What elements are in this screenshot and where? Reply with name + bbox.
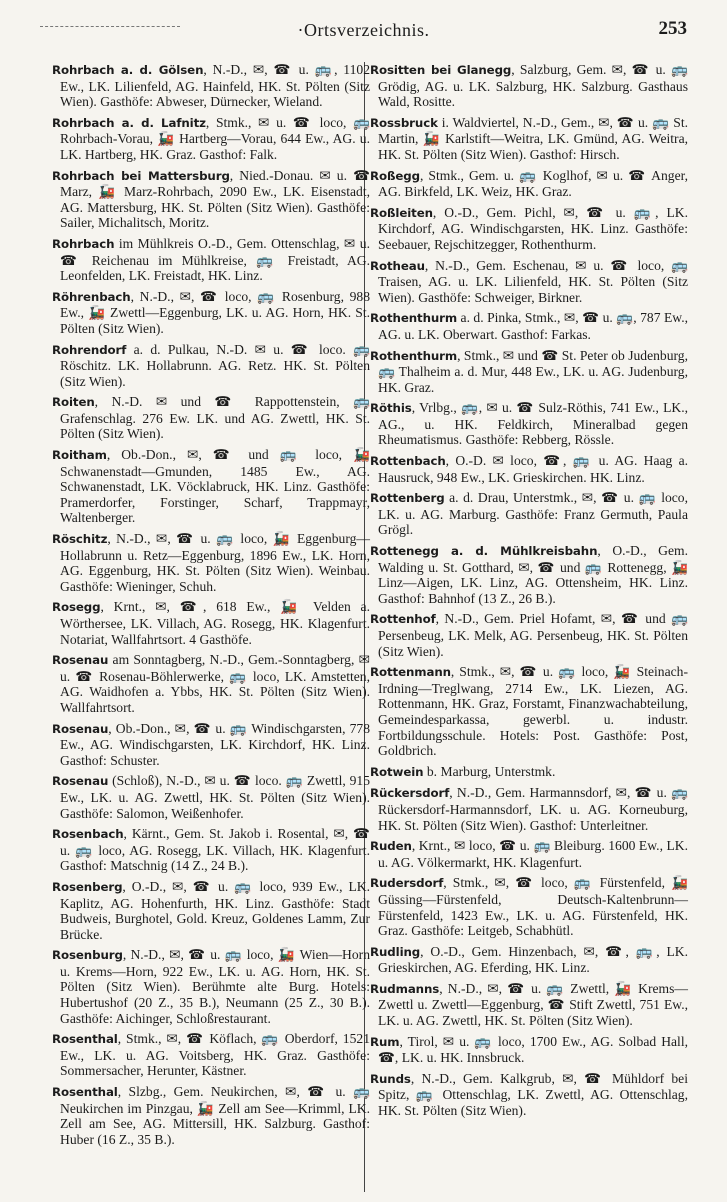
left-column <box>52 62 370 1152</box>
entry-name: Roiten <box>52 395 95 410</box>
entry-name: Rudmanns <box>370 981 440 996</box>
list-item <box>370 1071 688 1119</box>
list-item <box>52 1031 370 1079</box>
entry-text: , Slzbg., Gem. Neukirchen, ✉, ☎ u. 🚌 Neukirchen im Pinzgau, 🚂 Zell am See—Krimml, LK. Zell am See, AG. Mittersill, HK. Salzburg. Gasthof: Huber (16 Z., 35 B.). <box>60 1084 370 1147</box>
list-item <box>370 348 688 396</box>
entry-name: Röhrenbach <box>52 289 131 304</box>
list-item <box>370 764 688 781</box>
entry-name: Rothenthurm <box>370 311 458 326</box>
list-item <box>52 1084 370 1147</box>
right-column <box>370 62 688 1124</box>
list-item <box>52 652 370 715</box>
entry-name: Rosenberg <box>52 879 123 894</box>
list-item <box>370 400 688 448</box>
entry-text: , N.-D., ✉, ☎ u. 🚌 Zwettl, 🚂 Krems—Zwettl u. Zwettl—Eggenburg, ☎ Stift Zwettl, 751 Ew., LK. u. AG. Zwettl, HK. St. Pölten (Sitz Wien). <box>378 980 688 1029</box>
entry-name: Rudersdorf <box>370 876 444 891</box>
entry-text: , N.-D., ✉, ☎ u. 🚌, 1102 Ew., LK. Lilienfeld, AG. Hainfeld, HK. St. Pölten (Sitz Wien). Gasthöfe: Abweser, Dürnecker, Wieland. <box>60 62 370 110</box>
entry-name: Ruden <box>370 839 412 854</box>
entry-name: Rothenthurm <box>370 348 458 363</box>
entry-text: b. Marburg, Unterstmk. <box>423 763 556 779</box>
entry-name: Röthis <box>370 401 412 416</box>
page-header <box>0 18 727 44</box>
entry-text: (Schloß), N.-D., ✉ u. ☎ loco. 🚌 Zwettl, 915 Ew., LK. u. AG. Zwettl, HK. St. Pölten (Sitz Wien). Gasthöfe: Salomon, Weißenhofer. <box>60 773 370 821</box>
entry-name: Rottenhof <box>370 612 436 627</box>
list-item <box>370 115 688 163</box>
entry-text: , N.-D., ✉, ☎ u. 🚌 loco, 🚂 Eggenburg—Hollabrunn u. Retz—Eggenburg, 1896 Ew., LK. Horn, AG. Eggenburg, HK. St. Pölten (Sitz Wien). Weinbau. Gasthöfe: Wieninger, Schuh. <box>60 531 370 594</box>
entry-text: a. d. Pulkau, N.-D. ✉ u. ☎ loco. 🚌 Röschitz. LK. Hollabrunn. AG. Retz. HK. St. Pölten (Sitz Wien). <box>60 341 370 389</box>
entry-name: Rosenau <box>52 721 109 736</box>
entry-text: , Kärnt., Gem. St. Jakob i. Rosental, ✉, ☎ u. 🚌 loco, AG. Rosegg, LK. Villach, HK. Klagenfurt. Gasthof: Matschnig (14 Z., 24 B.). <box>60 826 370 874</box>
entry-name: Rosenthal <box>52 1085 118 1100</box>
list-item <box>370 981 688 1029</box>
entry-text: , Salzburg, Gem. ✉, ☎ u. 🚌 Grödig, AG. u. LK. Salzburg, HK. Salzburg. Gasthaus Wald, Rositte. <box>378 62 688 110</box>
list-item <box>52 62 370 110</box>
list-item <box>52 168 370 231</box>
entry-name: Rudling <box>370 944 421 959</box>
list-item <box>370 490 688 538</box>
entry-name: Rottenbach <box>370 454 446 469</box>
entry-name: Rum <box>370 1034 400 1049</box>
page-number: 253 <box>658 18 687 39</box>
entry-name: Rohrbach a. d. Gölsen <box>52 63 204 77</box>
list-item <box>52 879 370 942</box>
entry-text: , Krnt., ✉, ☎, 618 Ew., 🚂 Velden a. Wörthersee, LK. Villach, AG. Rosegg, HK. Klagenfurt. Notariat, Wallfahrtsort. 4 Gasthöfe. <box>60 599 370 647</box>
entry-text: , Ob.-Don., ✉, ☎ u. 🚌 Windischgarsten, 778 Ew., AG. Windischgarsten, LK. Kirchdorf, HK. Linz. Gasthof: Schuster. <box>60 720 370 768</box>
list-item <box>52 531 370 594</box>
entry-text: , O.-D., Gem. Hinzenbach, ✉, ☎, 🚌, LK. Grieskirchen, AG. Eferding, HK. Linz. <box>378 943 688 976</box>
entry-name: Rosenbach <box>52 827 124 842</box>
entry-text: , Stmk., ✉ und ☎ St. Peter ob Judenburg, 🚌 Thalheim a. d. Mur, 448 Ew., LK. u. AG. Judenburg, HK. Graz. <box>378 347 688 395</box>
entry-name: Rossbruck <box>370 115 438 130</box>
entry-name: Rohrbach bei Mattersburg <box>52 168 230 183</box>
list-item <box>370 838 688 870</box>
list-item <box>370 944 688 976</box>
entry-text: , N.-D., Gem. Kalkgrub, ✉, ☎ Mühldorf bei Spitz, 🚌 Ottenschlag, LK. Zwettl, AG. Ottenschlag, HK. St. Pölten (Sitz Wien). <box>378 1070 688 1119</box>
list-item <box>52 115 370 163</box>
entry-text: , Krnt., ✉ loco, ☎ u. 🚌 Bleiburg. 1600 Ew., LK. u. AG. Völkermarkt, HK. Klagenfurt. <box>378 838 688 870</box>
entry-text: , N.-D., Gem. Priel Hofamt, ✉, ☎ und 🚌 Persenbeug, LK. Melk, AG. Persenbeug, HK. St. Pölten (Sitz Wien). <box>378 611 688 659</box>
list-item <box>370 310 688 342</box>
entry-text: , N.-D., Gem. Eschenau, ✉ u. ☎ loco, 🚌 Traisen, AG. u. LK. Lilienfeld, HK. St. Pölten (Sitz Wien). Gasthöfe: Schweiger, Birkner. <box>378 257 688 305</box>
list-item <box>52 236 370 284</box>
list-item <box>370 785 688 833</box>
list-item <box>370 205 688 253</box>
entry-text: , Tirol, ✉ u. 🚌 loco, 1700 Ew., AG. Solbad Hall, ☎, LK. u. HK. Innsbruck. <box>378 1033 688 1066</box>
page-title: ·Ortsverzeichnis. <box>297 20 430 40</box>
entry-name: Rohrbach a. d. Lafnitz <box>52 115 206 130</box>
entry-name: Rositten bei Glanegg <box>370 63 512 77</box>
entry-name: Runds <box>370 1071 411 1086</box>
list-item <box>370 453 688 485</box>
entry-text: , Stmk., Gem. u. 🚌 Koglhof, ✉ u. ☎ Anger, AG. Birkfeld, LK. Weiz, HK. Graz. <box>378 167 688 200</box>
entry-name: Rottenmann <box>370 665 451 680</box>
entry-name: Rosenthal <box>52 1032 118 1047</box>
list-item <box>370 664 688 759</box>
list-item <box>370 611 688 659</box>
list-item <box>370 543 688 606</box>
list-item <box>370 168 688 200</box>
entry-text: , Stmk., ✉, ☎ Köflach, 🚌 Oberdorf, 1521 Ew., LK. u. AG. Voitsberg, HK. Graz. Gasthöfe: Sommersacher, Herunter, Kästner. <box>60 1031 370 1079</box>
entry-name: Roßleiten <box>370 205 433 220</box>
entry-text: , N.-D., ✉, ☎ u. 🚌 loco, 🚂 Wien—Horn u. Krems—Horn, 922 Ew., LK. u. AG. Horn, HK. St. Pölten (Sitz Wien). Berühmte alte Burg. Hotels: Hubertushof (20 Z., 35 B.), Neumann (25 Z., 30 B.). Gasthöfe: Aichinger, Schloßrestaurant. <box>60 947 370 1026</box>
entry-name: Rotheau <box>370 258 425 273</box>
list-item <box>52 721 370 769</box>
entry-text: , O.-D. ✉ loco, ☎, 🚌 u. AG. Haag a. Hausruck, 948 Ew., LK. Grieskirchen. HK. Linz. <box>378 453 688 485</box>
entry-text: a. d. Pinka, Stmk., ✉, ☎ u. 🚌, 787 Ew., AG. u. LK. Oberwart. Gasthof: Farkas. <box>378 310 688 342</box>
entry-text: , Stmk., ✉, ☎ u. 🚌 loco, 🚂 Steinach-Irdning—Treglwang, 2714 Ew., LK. Liezen, AG. Rottenmann, HK. Graz, Forstamt, Finanzwachabteilung, Gemeindesparkassa, gewerbl. u. industr. Fortbildungsschule. Hotels: Post. Gasthöfe: Post, Goldbrich. <box>378 664 688 759</box>
entry-name: Rosenburg <box>52 948 123 963</box>
entry-text: , Vrlbg., 🚌, ✉ u. ☎ Sulz-Röthis, 741 Ew., LK., AG., u. HK. Feldkirch, Mineralbad gegen Rheumatismus. Gasthöfe: Rebberg, Rössle. <box>378 400 688 448</box>
list-item <box>370 875 688 938</box>
entry-text: , O.-D., Gem. Pichl, ✉, ☎ u. 🚌, LK. Kirchdorf, AG. Windischgarsten, HK. Linz. Gasthöfe: Seebauer, Rejschitzegger, Rothenthurm. <box>378 204 688 252</box>
entry-name: Rottenegg a. d. Mühlkreisbahn <box>370 544 598 559</box>
list-item <box>52 826 370 874</box>
entry-name: Rohrbach <box>52 236 115 251</box>
list-item <box>370 258 688 306</box>
entry-name: Rottenberg <box>370 491 445 506</box>
entry-text: , Nied.-Donau. ✉ u. ☎ Marz, 🚂 Marz-Rohrbach, 2090 Ew., LK. Eisenstadt, AG. Mattersburg, HK. St. Pölten (Sitz Wien). Gasthöfe: Sailer, Michalitsch, Moritz. <box>60 167 371 231</box>
entry-text: , Stmk., ✉, ☎ loco, 🚌 Fürstenfeld, 🚂 Güssing—Fürstenfeld, Deutsch-Kaltenbrunn—Fürstenfeld, 1423 Ew., LK. u. AG. Fürstenfeld, HK. Graz. Gasthöfe: Leitgeb, Schabhütl. <box>378 875 688 939</box>
list-item <box>52 773 370 821</box>
list-item <box>52 394 370 442</box>
entry-text: , N.-D., ✉, ☎ loco, 🚌 Rosenburg, 988 Ew., 🚂 Zwettl—Eggenburg, LK. u. AG. Horn, HK. St. Pölten (Sitz Wien). <box>60 288 370 336</box>
entry-name: Rosegg <box>52 600 101 615</box>
entry-text: i. Waldviertel, N.-D., Gem., ✉, ☎ u. 🚌 St. Martin, 🚂 Karlstift—Weitra, LK. Gmünd, AG. Weitra, HK. St. Pölten (Sitz Wien). Gasthof: Hirsch. <box>378 114 688 162</box>
list-item <box>52 947 370 1026</box>
entry-text: , O.-D., ✉, ☎ u. 🚌 loco, 939 Ew., LK. Kaplitz, AG. Hohenfurth, HK. Linz. Gasthöfe: Stadt Budweis, Burghotel, Gold. Kreuz, Goldenes Lamm, Zur Brücke. <box>60 878 370 942</box>
list-item <box>52 342 370 390</box>
entry-name: Rückersdorf <box>370 786 450 801</box>
entry-name: Röschitz <box>52 532 108 547</box>
entry-text: a. d. Drau, Unterstmk., ✉, ☎ u. 🚌 loco, LK. u. AG. Marburg. Gasthöfe: Franz Germuth, Paula Grögl. <box>378 490 688 538</box>
list-item <box>370 62 688 110</box>
entry-name: Rohrendorf <box>52 342 127 357</box>
entry-text: , O.-D., Gem. Walding u. St. Gotthard, ✉, ☎ und 🚌 Rottenegg, 🚂 Linz—Aigen, LK. Linz, AG. Ottensheim, HK. Linz. Gasthof: Bahnhof (13 Z., 26 B.). <box>378 543 689 606</box>
entry-name: Rosenau <box>52 653 109 668</box>
entry-text: , Stmk., ✉ u. ☎ loco, 🚌 Rohrbach-Vorau, 🚂 Hartberg—Vorau, 644 Ew., AG. u. LK. Hartberg, HK. Graz. Gasthof: Falk. <box>60 114 371 162</box>
entry-name: Rotwein <box>370 764 424 779</box>
list-item <box>52 599 370 647</box>
list-item <box>52 447 370 526</box>
entry-name: Roitham <box>52 448 107 463</box>
entry-text: , N.-D., Gem. Harmannsdorf, ✉, ☎ u. 🚌 Rückersdorf-Harmannsdorf, LK. u. AG. Korneuburg, HK. St. Pölten (Sitz Wien). Gasthof: Unterleitner. <box>378 785 688 833</box>
list-item <box>370 1034 688 1066</box>
entry-text: am Sonntagberg, N.-D., Gem.-Sonntagberg, ✉ u. ☎ Rosenau-Böhlerwerke, 🚌 loco, LK. Amstetten, AG. Waidhofen a. Ybbs, HK. St. Pölten (Sitz Wien). Wallfahrtsort. <box>60 652 370 715</box>
entry-text: , Ob.-Don., ✉, ☎ und 🚌 loco, 🚂 Schwanenstadt—Gmunden, 1485 Ew., AG. Schwanenstadt, LK. Vöcklabruck, HK. Linz. Gasthöfe: Pramerdorfer, Forstinger, Scharf, Trappmayr, Waltenberger. <box>60 447 370 526</box>
entry-name: Roßegg <box>370 168 420 183</box>
entry-text: im Mühlkreis O.-D., Gem. Ottenschlag, ✉ u. ☎ Reichenau im Mühlkreise, 🚌 Freistadt, AG. Leonfelden, LK. Freistadt, HK. Linz. <box>60 235 370 284</box>
list-item <box>52 289 370 337</box>
entry-name: Rosenau <box>52 774 109 789</box>
entry-text: , N.-D. ✉ und ☎ Rappottenstein, 🚌 Grafenschlag. 276 Ew. LK. und AG. Zwettl, HK. St. Pölten (Sitz Wien). <box>60 394 370 442</box>
